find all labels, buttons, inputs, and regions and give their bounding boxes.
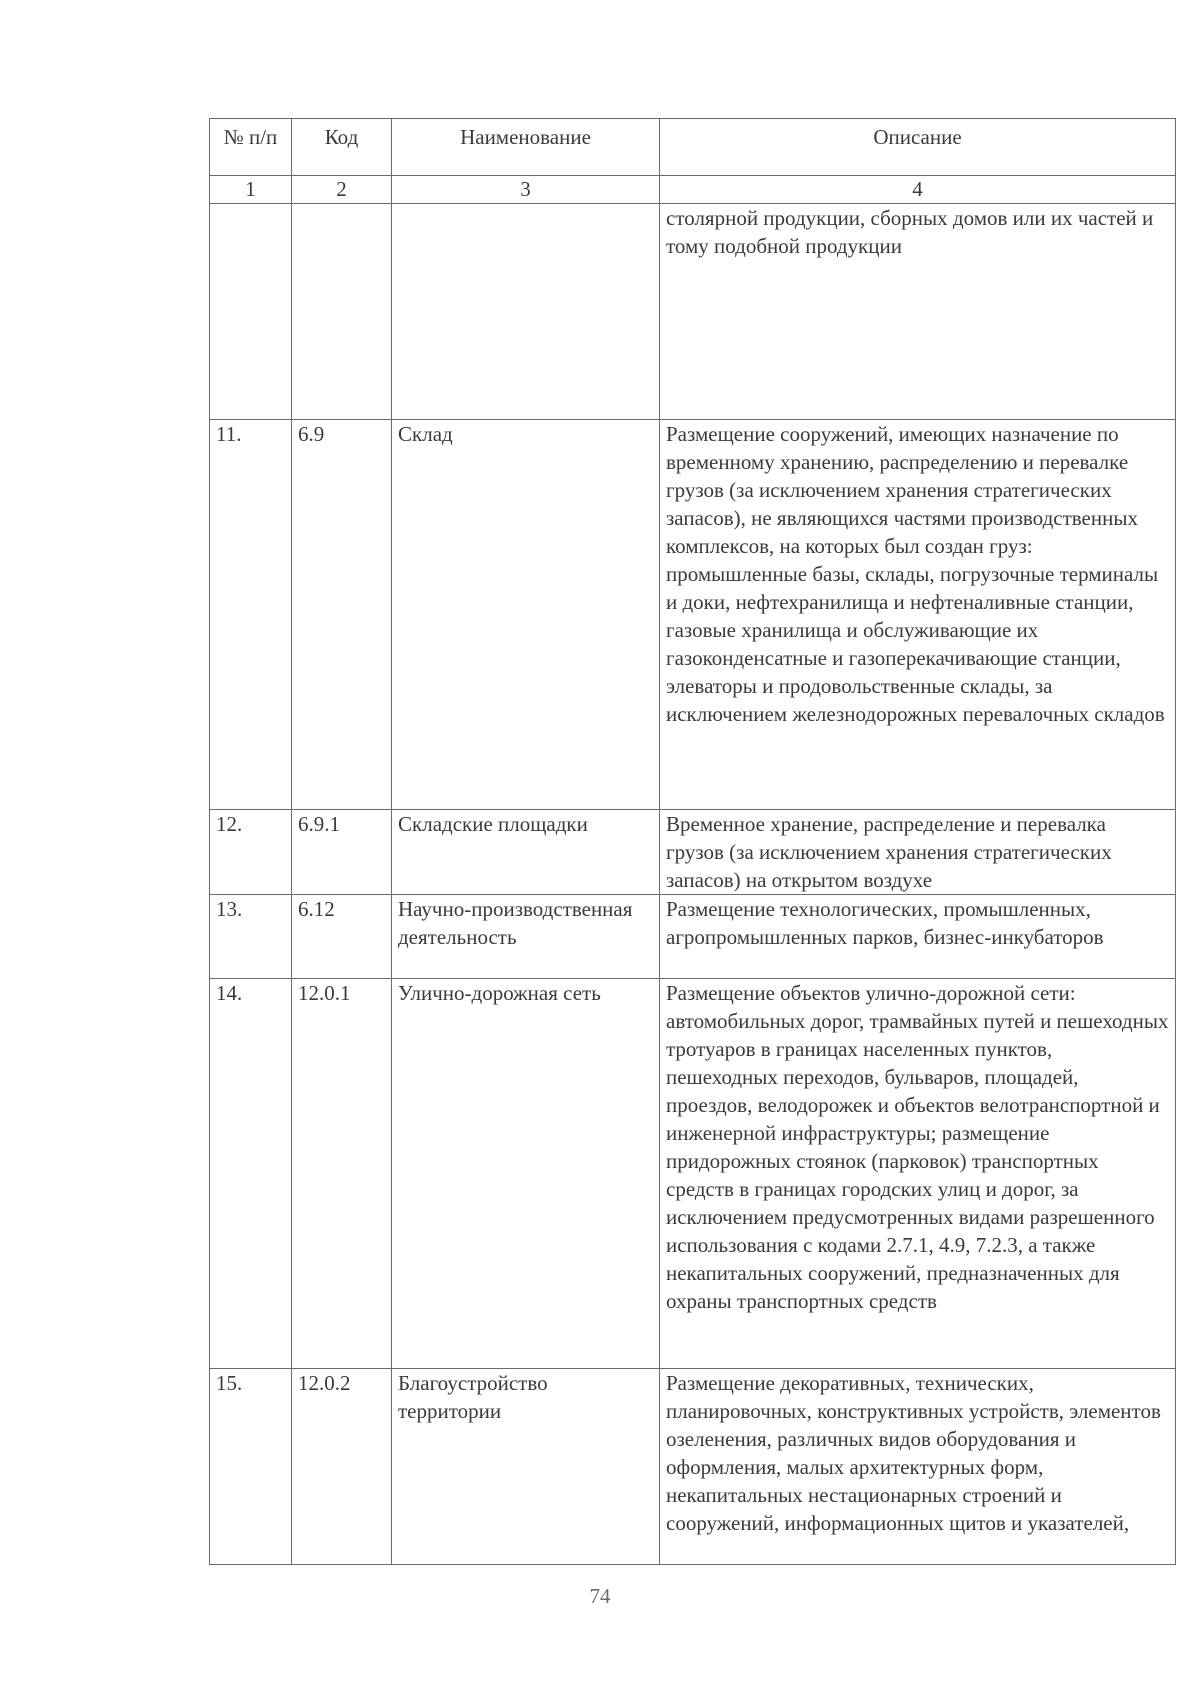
row-name: Научно-производственная деятельность (392, 895, 660, 979)
table-row (210, 1369, 1176, 1565)
row-code: 6.9.1 (292, 810, 392, 895)
row-code: 6.12 (292, 895, 392, 979)
row-num: 14. (210, 979, 292, 1369)
page-number: 74 (589, 1584, 611, 1608)
header-name: Наименование (392, 119, 660, 176)
row-num: 13. (210, 895, 292, 979)
row-num: 11. (210, 420, 292, 810)
row-description: Размещение сооружений, имеющих назначение по временному хранению, распределению и перевалке грузов (за исключением хранения стратегических запасов), не являющихся частями производственных комплексов, на которых был создан груз: промышленные базы, склады, погрузочные терминалы и доки, нефтехранилища и нефтеналивные станции, газовые хранилища и обслуживающие их газоконденсатные и газоперекачивающие станции, элеваторы и продовольственные склады, за исключением железнодорожных перевалочных складов (660, 420, 1176, 810)
row-num (210, 204, 292, 420)
row-name (392, 204, 660, 420)
row-name: Благоустройство территории (392, 1369, 660, 1565)
row-code: 12.0.1 (292, 979, 392, 1369)
row-num: 12. (210, 810, 292, 895)
row-description: Размещение декоративных, технических, планировочных, конструктивных устройств, элементов озеленения, различных видов оборудования и оформления, малых архитектурных форм, некапитальных нестационарных строений и сооружений, информационных щитов и указателей, (660, 1369, 1176, 1565)
header-row (210, 119, 1176, 176)
column-number: 4 (660, 176, 1176, 204)
row-name: Склад (392, 420, 660, 810)
table-row (210, 810, 1176, 895)
table-row (210, 979, 1176, 1369)
row-code (292, 204, 392, 420)
column-number-row (210, 176, 1176, 204)
header-description: Описание (660, 119, 1176, 176)
row-num: 15. (210, 1369, 292, 1565)
row-code: 12.0.2 (292, 1369, 392, 1565)
table-row (210, 895, 1176, 979)
row-code: 6.9 (292, 420, 392, 810)
table-row (210, 204, 1176, 420)
column-number: 2 (292, 176, 392, 204)
row-description: Размещение объектов улично-дорожной сети: автомобильных дорог, трамвайных путей и пешеходных тротуаров в границах населенных пунктов, пешеходных переходов, бульваров, площадей, проездов, велодорожек и объектов велотранспортной и инженерной инфраструктуры; размещение придорожных стоянок (парковок) транспортных средств в границах городских улиц и дорог, за исключением предусмотренных видами разрешенного использования с кодами 2.7.1, 4.9, 7.2.3, а также некапитальных сооружений, предназначенных для охраны транспортных средств (660, 979, 1176, 1369)
header-num: № п/п (210, 119, 292, 176)
row-name: Улично-дорожная сеть (392, 979, 660, 1369)
table-row (210, 420, 1176, 810)
land-use-table (209, 118, 1176, 1565)
row-description: Временное хранение, распределение и перевалка грузов (за исключением хранения стратегических запасов) на открытом воздухе (660, 810, 1176, 895)
header-code: Код (292, 119, 392, 176)
column-number: 1 (210, 176, 292, 204)
row-name: Складские площадки (392, 810, 660, 895)
row-description: столярной продукции, сборных домов или их частей и тому подобной продукции (660, 204, 1176, 420)
column-number: 3 (392, 176, 660, 204)
row-description: Размещение технологических, промышленных, агропромышленных парков, бизнес-инкубаторов (660, 895, 1176, 979)
